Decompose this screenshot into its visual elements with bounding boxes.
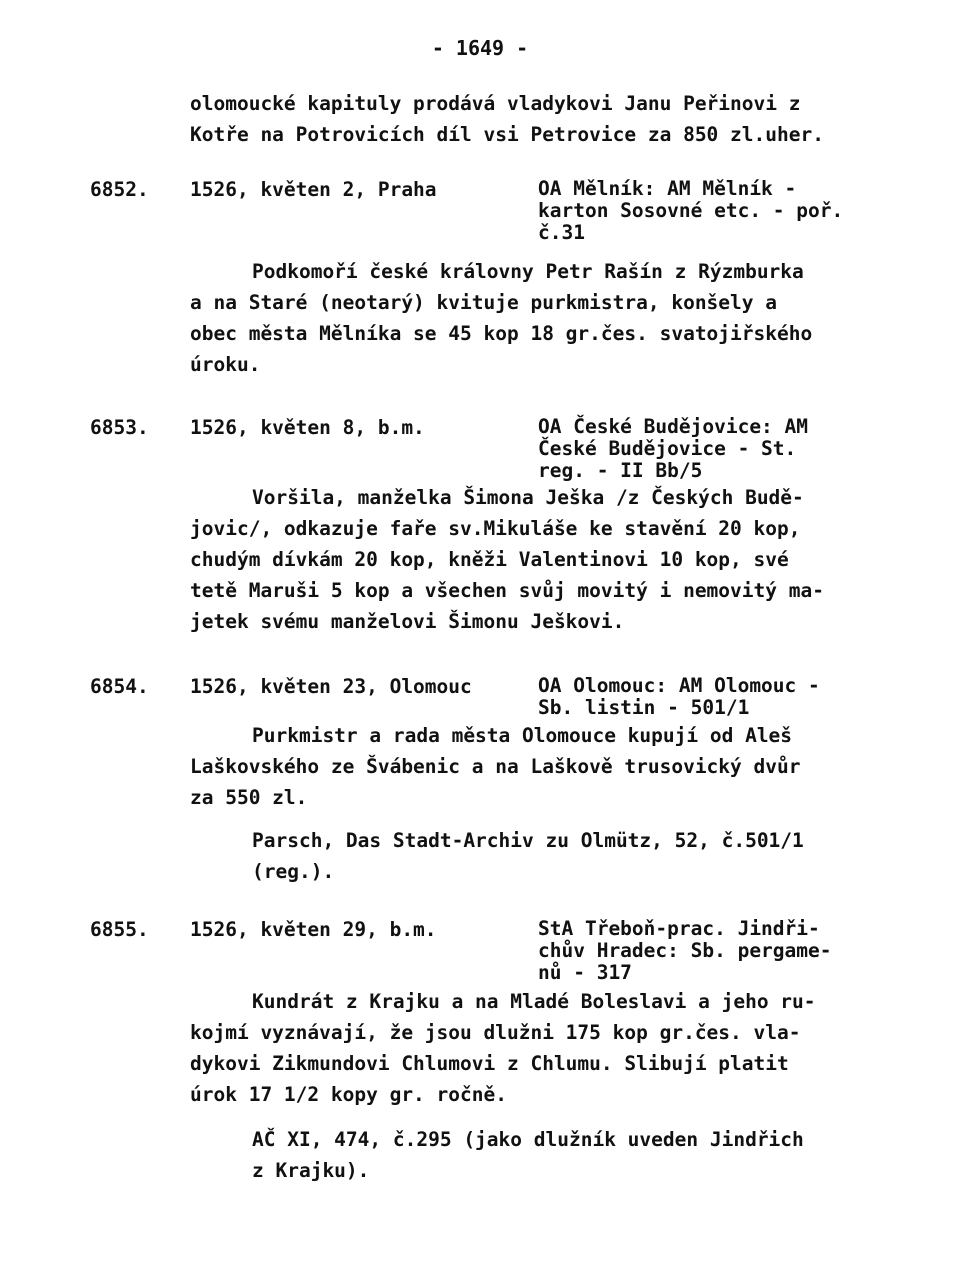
archive-line: nů - 317: [538, 961, 632, 984]
archive-line: č.31: [538, 221, 585, 244]
entry-number: 6852.: [90, 178, 149, 201]
text-line: kojmí vyznávají, že jsou dlužni 175 kop gr.čes. vla-: [190, 1021, 801, 1044]
archive-line: StA Třeboň-prac. Jindři-: [538, 917, 820, 940]
source-reference: [252, 825, 804, 887]
text-line: Laškovského ze Švábenic a na Laškově trusovický dvůr: [190, 755, 801, 778]
archive-line: Sb. listin - 501/1: [538, 696, 750, 719]
text-line: obec města Mělníka se 45 kop 18 gr.čes. svatojiřského: [190, 322, 813, 345]
entry-number: 6855.: [90, 918, 149, 941]
text-line: jetek svému manželovi Šimonu Ješkovi.: [190, 610, 625, 633]
archive-line: OA České Budějovice: AM: [538, 415, 809, 438]
archive-line: chův Hradec: Sb. pergame-: [538, 939, 832, 962]
text-line: a na Staré (neotarý) kvituje purkmistra, konšely a: [190, 291, 777, 314]
source-reference: [252, 1124, 804, 1186]
text-line: jovic/, odkazuje faře sv.Mikuláše ke stavění 20 kop,: [190, 517, 801, 540]
entry-text: [190, 986, 816, 1110]
entry-date: 1526, květen 8, b.m.: [190, 416, 425, 439]
text-line: za 550 zl.: [190, 786, 308, 809]
continuation-text: [190, 88, 824, 150]
archive-line: reg. - II Bb/5: [538, 459, 703, 482]
text-line: úroku.: [190, 353, 261, 376]
entry-date: 1526, květen 23, Olomouc: [190, 675, 472, 698]
archive-reference: [538, 178, 843, 244]
text-line: Podkomoří české královny Petr Rašín z Rýzmburka: [252, 260, 804, 283]
entry-number: 6853.: [90, 416, 149, 439]
archive-line: České Budějovice - St.: [538, 437, 797, 460]
entry-number: 6854.: [90, 675, 149, 698]
text-line: olomoucké kapituly prodává vladykovi Janu Peřinovi z: [190, 92, 801, 115]
source-line: z Krajku).: [252, 1159, 370, 1182]
text-line: Kundrát z Krajku a na Mladé Boleslavi a jeho ru-: [252, 990, 816, 1013]
entry-date: 1526, květen 29, b.m.: [190, 918, 437, 941]
archive-reference: [538, 675, 820, 719]
entry-text: [190, 256, 812, 380]
source-line: Parsch, Das Stadt-Archiv zu Olmütz, 52, č.501/1: [252, 829, 804, 852]
text-line: úrok 17 1/2 kopy gr. ročně.: [190, 1083, 507, 1106]
text-line: Voršila, manželka Šimona Ješka /z Českých Budě-: [252, 486, 804, 509]
page-number: - 1649 -: [431, 36, 529, 60]
text-line: Purkmistr a rada města Olomouce kupují od Aleš: [252, 724, 793, 747]
text-line: Kotře na Potrovicích díl vsi Petrovice za 850 zl.uher.: [190, 123, 824, 146]
source-line: AČ XI, 474, č.295 (jako dlužník uveden Jindřich: [252, 1128, 804, 1151]
archive-line: OA Olomouc: AM Olomouc -: [538, 674, 820, 697]
entry-text: [190, 482, 824, 637]
entry-text: [190, 720, 800, 813]
archive-line: karton Sosovné etc. - poř.: [538, 199, 844, 222]
entry-date: 1526, květen 2, Praha: [190, 178, 437, 201]
archive-line: OA Mělník: AM Mělník -: [538, 177, 797, 200]
text-line: tetě Maruši 5 kop a všechen svůj movitý i nemovitý ma-: [190, 579, 824, 602]
source-line: (reg.).: [252, 860, 335, 883]
text-line: dykovi Zikmundovi Chlumovi z Chlumu. Slibují platit: [190, 1052, 789, 1075]
archive-reference: [538, 918, 832, 984]
archive-reference: [538, 416, 808, 482]
text-line: chudým dívkám 20 kop, kněži Valentinovi 10 kop, své: [190, 548, 789, 571]
